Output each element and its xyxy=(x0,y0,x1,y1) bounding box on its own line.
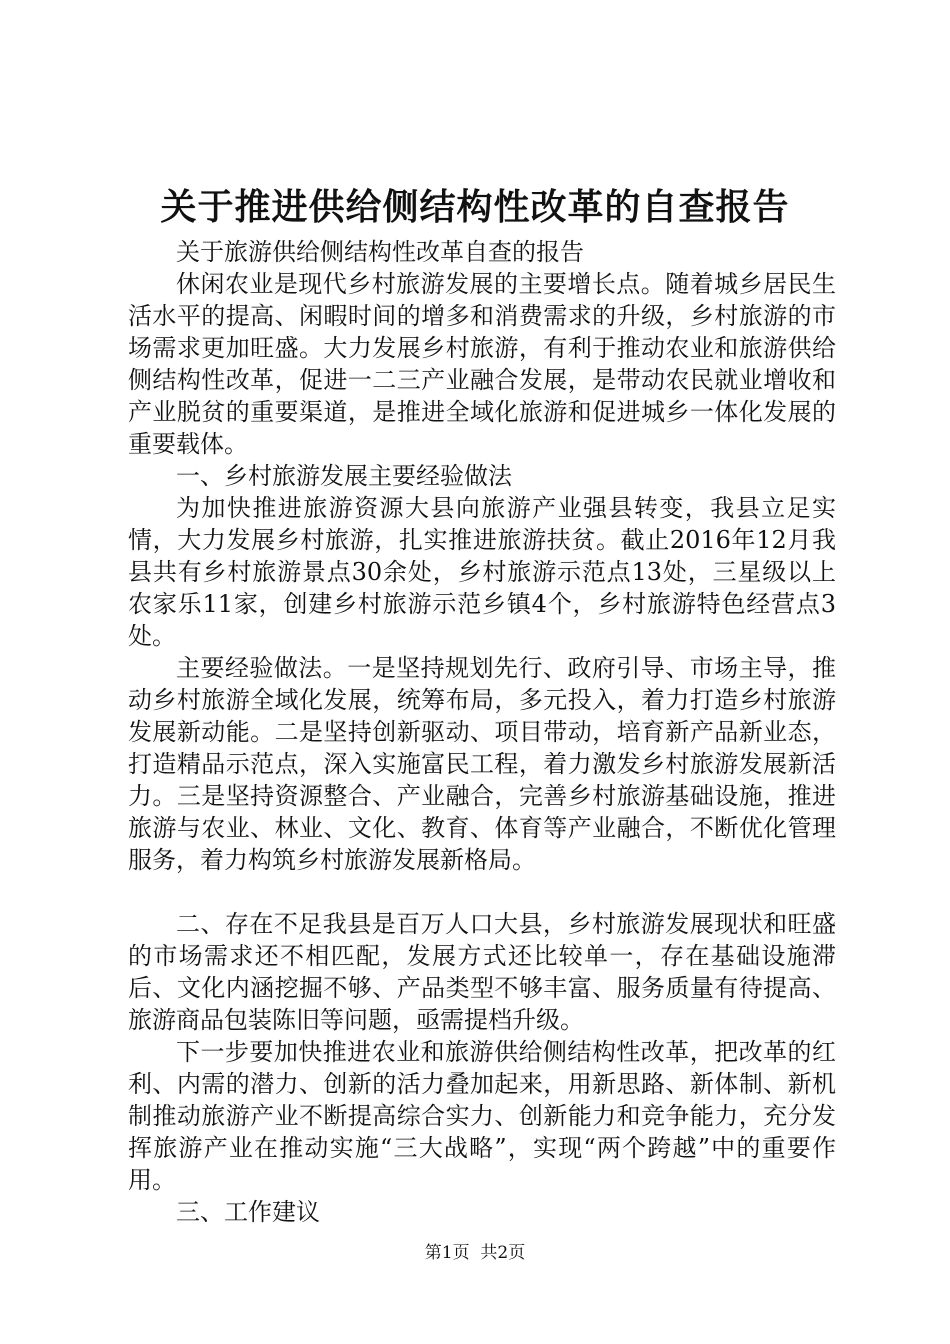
document-body xyxy=(128,236,836,1228)
page-footer xyxy=(0,1241,950,1265)
body-paragraph: 下一步要加快推进农业和旅游供给侧结构性改革，把改革的红利、内需的潜力、创新的活力叠加起来，用新思路、新体制、新机制推动旅游产业不断提高综合实力、创新能力和竞争能力，充分发挥旅游产业在推动实施“三大战略”，实现“两个跨越”中的重要作用。 xyxy=(128,1038,836,1194)
body-paragraph: 为加快推进旅游资源大县向旅游产业强县转变，我县立足实情，大力发展乡村旅游，扎实推进旅游扶贫。截止2016年12月我县共有乡村旅游景点30余处，乡村旅游示范点13处，三星级以上农家乐11家，创建乡村旅游示范乡镇4个，乡村旅游特色经营点3处。 xyxy=(128,494,836,650)
page-number: 第1页 xyxy=(424,1243,470,1263)
subtitle-paragraph: 关于旅游供给侧结构性改革自查的报告 xyxy=(176,238,584,266)
section-heading: 三、工作建议 xyxy=(176,1198,320,1226)
document-title: 关于推进供给侧结构性改革的自查报告 xyxy=(160,187,790,228)
body-paragraph: 二、存在不足我县是百万人口大县，乡村旅游发展现状和旺盛的市场需求还不相匹配，发展方式还比较单一，存在基础设施滞后、文化内涵挖掘不够、产品类型不够丰富、服务质量有待提高、旅游商品包装陈旧等问题，亟需提档升级。 xyxy=(128,910,836,1034)
body-paragraph: 休闲农业是现代乡村旅游发展的主要增长点。随着城乡居民生活水平的提高、闲暇时间的增多和消费需求的升级，乡村旅游的市场需求更加旺盛。大力发展乡村旅游，有利于推动农业和旅游供给侧结构性改革，促进一二三产业融合发展，是带动农民就业增收和产业脱贫的重要渠道，是推进全域化旅游和促进城乡一体化发展的重要载体。 xyxy=(128,270,836,458)
body-paragraph: 主要经验做法。一是坚持规划先行、政府引导、市场主导，推动乡村旅游全域化发展，统筹布局，多元投入，着力打造乡村旅游发展新动能。二是坚持创新驱动、项目带动，培育新产品新业态，打造精品示范点，深入实施富民工程，着力激发乡村旅游发展新活力。三是坚持资源整合、产业融合，完善乡村旅游基础设施，推进旅游与农业、林业、文化、教育、体育等产业融合，不断优化管理服务，着力构筑乡村旅游发展新格局。 xyxy=(128,654,836,874)
page-total: 共2页 xyxy=(480,1243,526,1263)
section-heading: 一、乡村旅游发展主要经验做法 xyxy=(176,462,512,490)
